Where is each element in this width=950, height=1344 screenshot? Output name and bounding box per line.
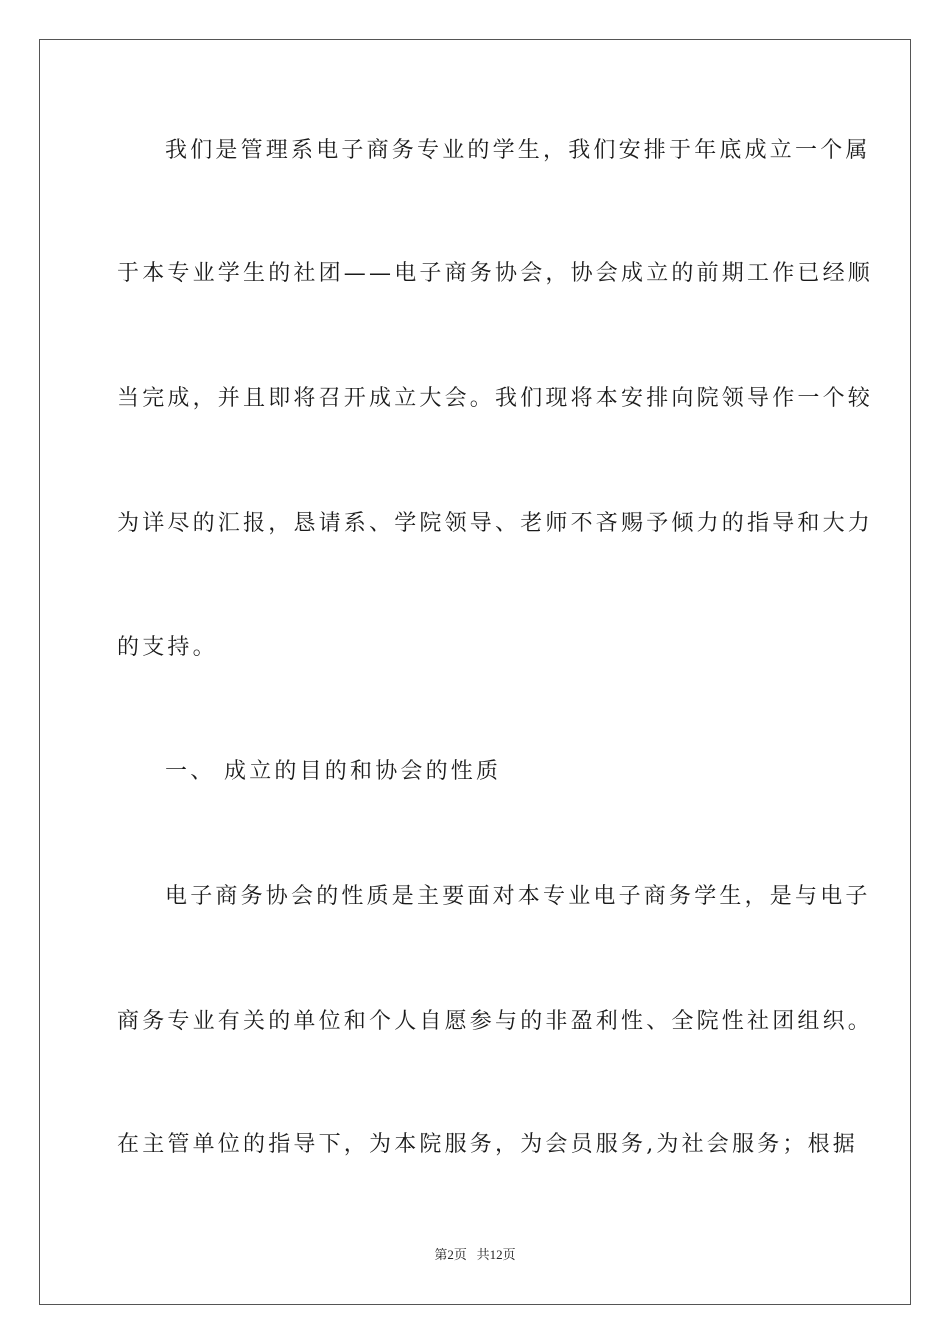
page-footer (0, 1246, 950, 1264)
paragraph-1-line-2: 于本专业学生的社团——电子商务协会，协会成立的前期工作已经顺 (117, 261, 874, 286)
page-border (39, 39, 911, 1305)
paragraph-2-line-2: 商务专业有关的单位和个人自愿参与的非盈利性、全院性社团组织。 (117, 1009, 874, 1034)
paragraph-1-line-1: 我们是管理系电子商务专业的学生，我们安排于年底成立一个属 (165, 138, 871, 163)
page-number: 第2页 (434, 1247, 467, 1262)
paragraph-1-line-5: 的支持。 (117, 635, 218, 660)
section-heading-number: 一、 (165, 759, 216, 784)
paragraph-1-line-3: 当完成，并且即将召开成立大会。我们现将本安排向院领导作一个较 (117, 386, 874, 411)
paragraph-1-line-4: 为详尽的汇报，恳请系、学院领导、老师不吝赐予倾力的指导和大力 (117, 511, 874, 536)
total-pages: 共12页 (476, 1247, 516, 1262)
paragraph-2-line-1: 电子商务协会的性质是主要面对本专业电子商务学生，是与电子 (165, 884, 871, 909)
section-heading-title: 成立的目的和协会的性质 (224, 759, 502, 784)
paragraph-2-line-3: 在主管单位的指导下，为本院服务，为会员服务,为社会服务；根据 (117, 1132, 858, 1157)
